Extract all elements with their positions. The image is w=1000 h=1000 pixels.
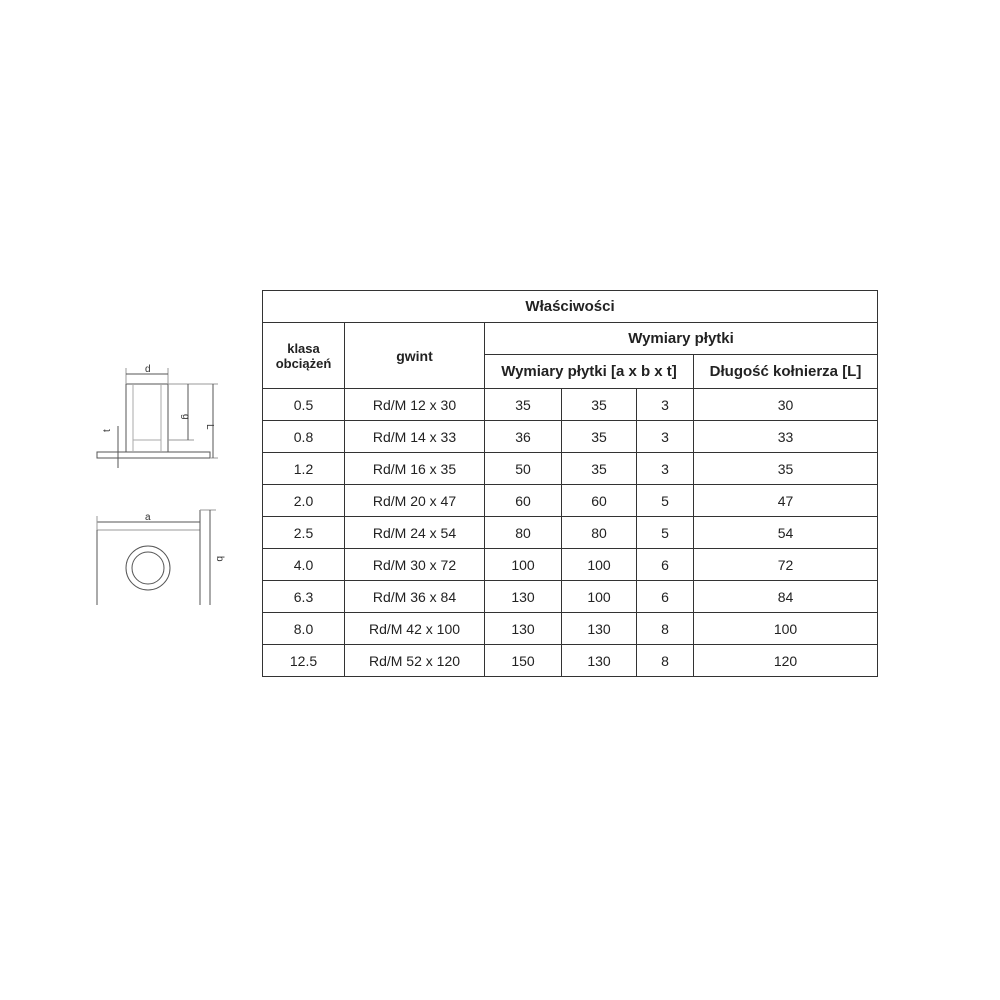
cell-a: 100 [485, 549, 562, 581]
cell-load-class: 2.5 [263, 517, 345, 549]
table-title: Właściwości [263, 291, 878, 323]
cell-collar-length: 54 [694, 517, 878, 549]
table-row [263, 581, 878, 613]
cell-t: 3 [637, 421, 694, 453]
cell-t: 3 [637, 453, 694, 485]
cell-a: 80 [485, 517, 562, 549]
header-plate-dims: Wymiary płytki [a x b x t] [485, 355, 694, 389]
table-row [263, 453, 878, 485]
technical-drawing [90, 355, 235, 615]
cell-collar-length: 47 [694, 485, 878, 517]
cell-a: 150 [485, 645, 562, 677]
header-load-class: klasa obciążeń [263, 323, 345, 389]
table-row [263, 613, 878, 645]
cell-collar-length: 100 [694, 613, 878, 645]
cell-t: 8 [637, 613, 694, 645]
cell-b: 35 [562, 421, 637, 453]
cell-t: 5 [637, 485, 694, 517]
header-thread: gwint [345, 323, 485, 389]
label-g: g [180, 414, 191, 420]
cell-b: 80 [562, 517, 637, 549]
table-row [263, 485, 878, 517]
cell-thread: Rd/M 20 x 47 [345, 485, 485, 517]
cell-a: 35 [485, 389, 562, 421]
table-row [263, 389, 878, 421]
cell-a: 130 [485, 613, 562, 645]
cell-thread: Rd/M 24 x 54 [345, 517, 485, 549]
cell-t: 3 [637, 389, 694, 421]
cell-a: 36 [485, 421, 562, 453]
cell-load-class: 0.8 [263, 421, 345, 453]
base-plate-side [97, 452, 210, 458]
cell-b: 35 [562, 453, 637, 485]
collar-side [126, 384, 168, 452]
table-row [263, 549, 878, 581]
cell-load-class: 2.0 [263, 485, 345, 517]
cell-a: 130 [485, 581, 562, 613]
cell-collar-length: 35 [694, 453, 878, 485]
cell-a: 60 [485, 485, 562, 517]
cell-thread: Rd/M 14 x 33 [345, 421, 485, 453]
cell-thread: Rd/M 16 x 35 [345, 453, 485, 485]
cell-collar-length: 72 [694, 549, 878, 581]
cell-load-class: 8.0 [263, 613, 345, 645]
table-row [263, 517, 878, 549]
cell-b: 100 [562, 549, 637, 581]
cell-thread: Rd/M 30 x 72 [345, 549, 485, 581]
table-body [263, 389, 878, 677]
cell-thread: Rd/M 36 x 84 [345, 581, 485, 613]
cell-a: 50 [485, 453, 562, 485]
cell-b: 130 [562, 613, 637, 645]
label-L: L [204, 424, 215, 430]
cell-b: 100 [562, 581, 637, 613]
cell-thread: Rd/M 42 x 100 [345, 613, 485, 645]
table-row [263, 645, 878, 677]
collar-outer-circle [126, 546, 170, 590]
cell-collar-length: 84 [694, 581, 878, 613]
cell-thread: Rd/M 12 x 30 [345, 389, 485, 421]
cell-load-class: 0.5 [263, 389, 345, 421]
properties-table [262, 290, 878, 677]
table-row [263, 421, 878, 453]
cell-b: 60 [562, 485, 637, 517]
label-d: d [145, 364, 151, 375]
cell-b: 35 [562, 389, 637, 421]
cell-t: 8 [637, 645, 694, 677]
cell-collar-length: 30 [694, 389, 878, 421]
cell-t: 6 [637, 549, 694, 581]
cell-collar-length: 120 [694, 645, 878, 677]
label-t: t [102, 429, 113, 432]
cell-t: 5 [637, 517, 694, 549]
label-b: b [214, 556, 225, 562]
cell-thread: Rd/M 52 x 120 [345, 645, 485, 677]
label-a: a [145, 512, 151, 523]
cell-b: 130 [562, 645, 637, 677]
header-plate-dimensions-group: Wymiary płytki [485, 323, 878, 355]
cell-load-class: 12.5 [263, 645, 345, 677]
cell-t: 6 [637, 581, 694, 613]
cell-load-class: 6.3 [263, 581, 345, 613]
cell-load-class: 4.0 [263, 549, 345, 581]
collar-inner-circle [132, 552, 164, 584]
header-collar-length: Długość kołnierza [L] [694, 355, 878, 389]
cell-load-class: 1.2 [263, 453, 345, 485]
cell-collar-length: 33 [694, 421, 878, 453]
